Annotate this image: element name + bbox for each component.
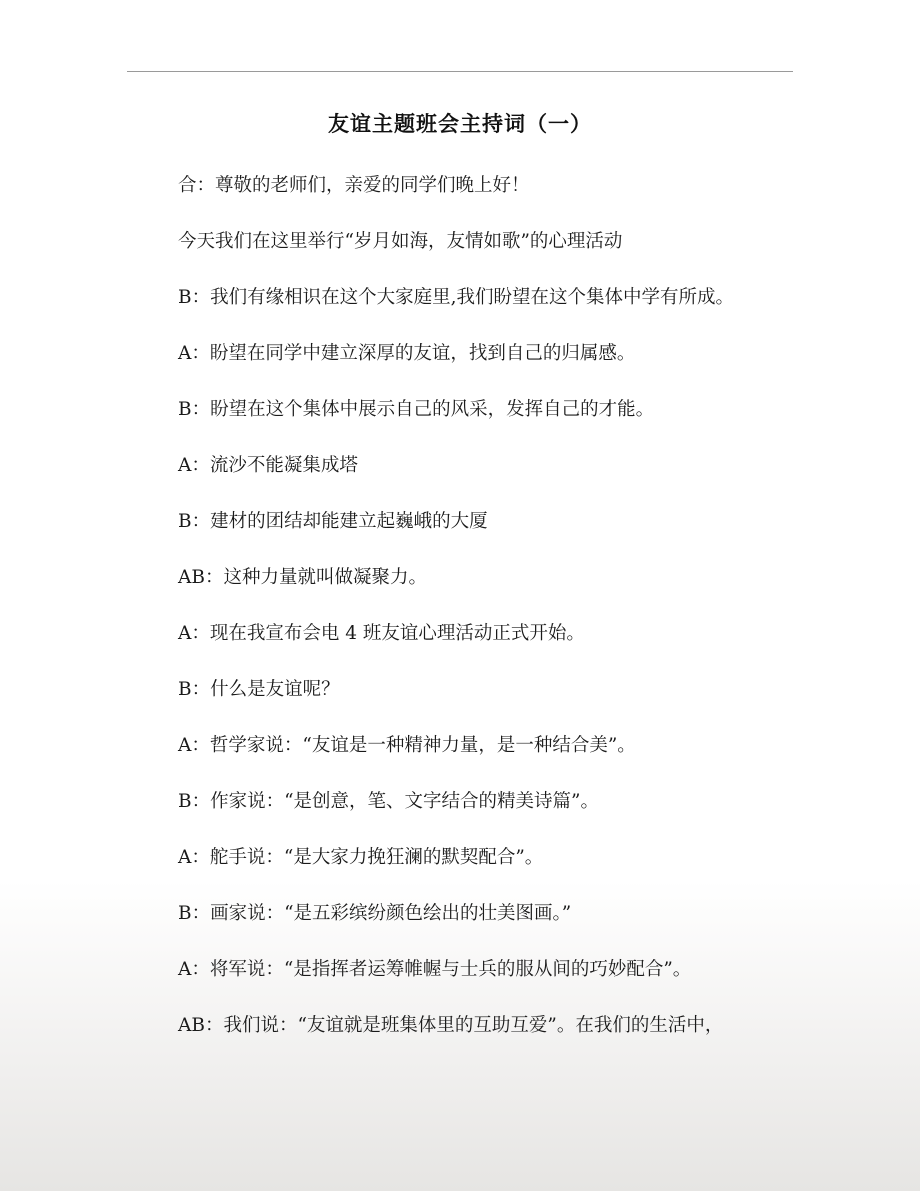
paragraph: A：哲学家说：“友谊是一种精神力量，是一种结合美”。 bbox=[178, 735, 636, 756]
document-title: 友谊主题班会主持词（一） bbox=[328, 112, 592, 136]
paragraph: B：什么是友谊呢？ bbox=[178, 679, 340, 700]
paragraph: 合：尊敬的老师们，亲爱的同学们晚上好！ bbox=[178, 175, 530, 196]
paragraph: A：舵手说：“是大家力挽狂澜的默契配合”。 bbox=[178, 847, 544, 868]
document-body bbox=[136, 170, 784, 1066]
paragraph: B：画家说：“是五彩缤纷颜色绘出的壮美图画。” bbox=[178, 903, 572, 924]
paragraph: AB：这种力量就叫做凝聚力。 bbox=[178, 567, 427, 588]
paragraph: B：我们有缘相识在这个大家庭里,我们盼望在这个集体中学有所成。 bbox=[178, 287, 734, 308]
paragraph: B：作家说：“是创意，笔、文字结合的精美诗篇”。 bbox=[178, 791, 600, 812]
paragraph: A：将军说：“是指挥者运筹帷幄与士兵的服从间的巧妙配合”。 bbox=[178, 959, 692, 980]
paragraph: AB：我们说：“友谊就是班集体里的互助互爱”。在我们的生活中， bbox=[178, 1015, 724, 1036]
paragraph: B：盼望在这个集体中展示自己的风采，发挥自己的才能。 bbox=[178, 399, 655, 420]
paragraph: A：盼望在同学中建立深厚的友谊，找到自己的归属感。 bbox=[178, 343, 636, 364]
paragraph: B：建材的团结却能建立起巍峨的大厦 bbox=[178, 511, 488, 532]
paragraph: A：流沙不能凝集成塔 bbox=[178, 455, 358, 476]
header-rule bbox=[127, 71, 793, 72]
paragraph: 今天我们在这里举行“岁月如海，友情如歌”的心理活动 bbox=[178, 231, 623, 252]
paragraph: A：现在我宣布会电 4 班友谊心理活动正式开始。 bbox=[178, 623, 585, 644]
